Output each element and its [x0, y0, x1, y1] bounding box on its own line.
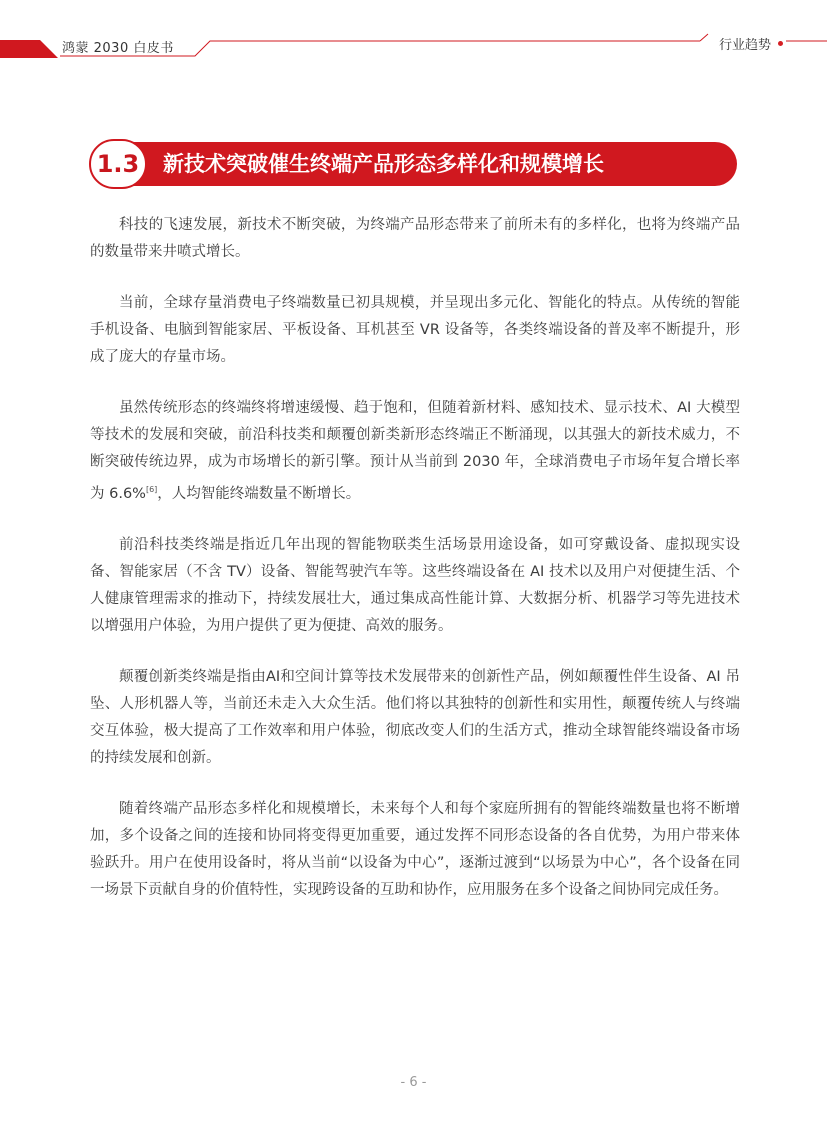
paragraph: 科技的飞速发展，新技术不断突破，为终端产品形态带来了前所未有的多样化，也将为终端产品的数量带来井喷式增长。 — [90, 217, 740, 260]
paragraph-text: 虽然传统形态的终端终将增速缓慢、趋于饱和，但随着新材料、感知技术、显示技术、AI 大模型等技术的发展和突破，前沿科技类和颠覆创新类新形态终端正不断涌现，以其强大的新技术威力，不断突破传统边界，成为市场增长的新引擎。预计从当前到 2030 年，全球消费电子市场年复合增长率为 6.6% — [90, 400, 740, 502]
section-dot-icon — [778, 41, 783, 46]
header-red-tab — [0, 40, 58, 58]
section-category: 行业趋势 — [718, 38, 771, 53]
paragraph: 当前，全球存量消费电子终端数量已初具规模，并呈现出多元化、智能化的特点。从传统的智能手机设备、电脑到智能家居、平板设备、耳机甚至 VR 设备等，各类终端设备的普及率不断提升，形成了庞大的存量市场。 — [90, 295, 740, 365]
paragraph-text-tail: ，人均智能终端数量不断增长。 — [157, 485, 361, 502]
section-title: 新技术突破催生终端产品形态多样化和规模增长 — [163, 152, 604, 176]
section-number: 1.3 — [89, 139, 147, 189]
header-rule-right — [700, 34, 708, 41]
paragraph: 前沿科技类终端是指近几年出现的智能物联类生活场景用途设备，如可穿戴设备、虚拟现实设备、智能家居（不含 TV）设备、智能驾驶汽车等。这些终端设备在 AI 技术以及用户对便捷生活、个人健康管理需求的推动下，持续发展壮大，通过集成高性能计算、大数据分析、机器学习等先进技术以增强用户体验，为用户提供了更为便捷、高效的服务。 — [90, 536, 740, 634]
page-header — [0, 0, 827, 70]
paragraph: 随着终端产品形态多样化和规模增长，未来每个人和每个家庭所拥有的智能终端数量也将不断增加，多个设备之间的连接和协同将变得更加重要，通过发挥不同形态设备的各自优势，为用户带来体验跃升。用户在使用设备时，将从当前“以设备为中心”，逐渐过渡到“以场景为中心”，各个设备在同一场景下贡献自身的价值特性，实现跨设备的互助和协作，应用服务在多个设备之间协同完成任务。 — [90, 800, 740, 898]
page-number: - 6 - — [400, 1075, 427, 1090]
header-decoration — [0, 0, 827, 70]
document-title: 鸿蒙 2030 白皮书 — [62, 41, 174, 56]
section-heading — [89, 142, 737, 186]
body-text — [90, 212, 740, 928]
paragraph: 颠覆创新类终端是指由AI和空间计算等技术发展带来的创新性产品，例如颠覆性伴生设备、AI 吊坠、人形机器人等，当前还未走入大众生活。他们将以其独特的创新性和实用性，颠覆传统人与终端交互体验，极大提高了工作效率和用户体验，彻底改变人们的生活方式，推动全球智能终端设备市场的持续发展和创新。 — [90, 668, 740, 766]
citation-link[interactable]: [6] — [145, 485, 158, 494]
paragraph — [90, 395, 740, 508]
